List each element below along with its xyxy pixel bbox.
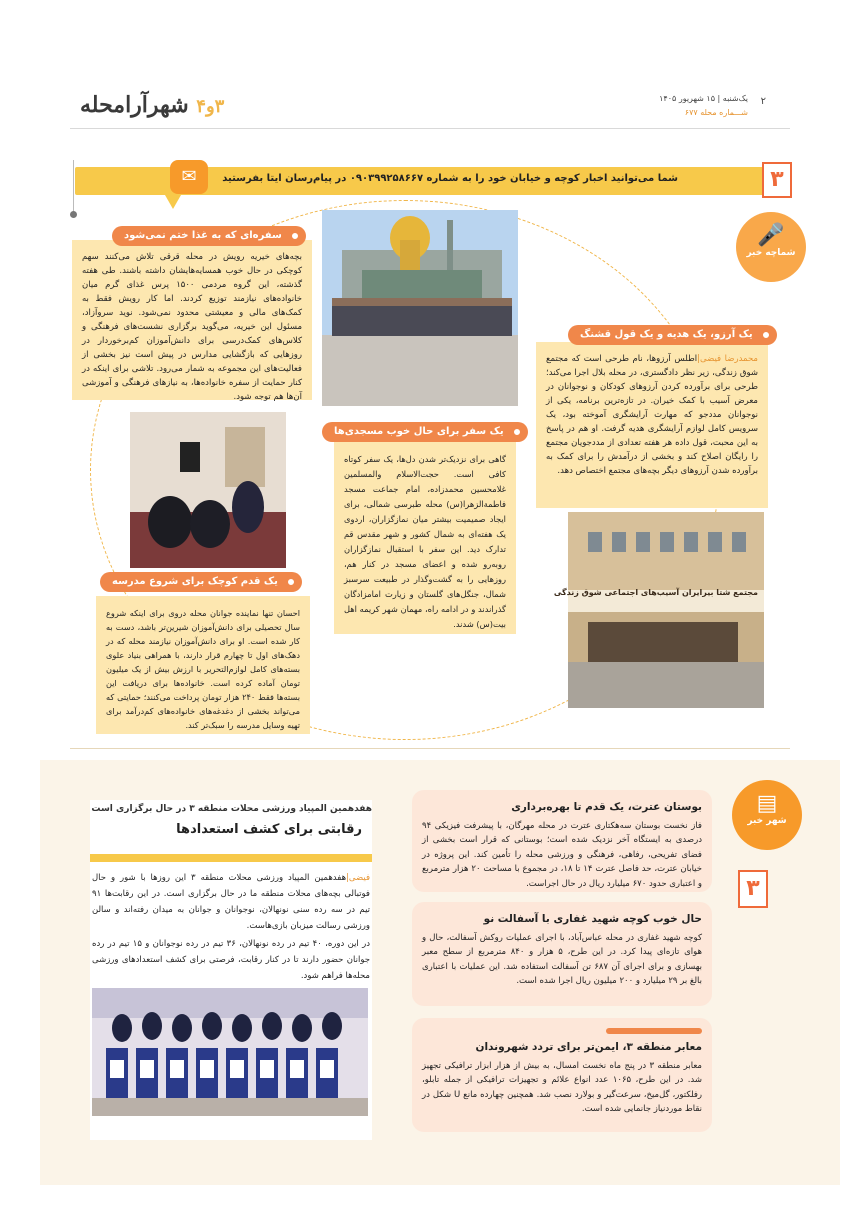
banner-text: شما می‌توانید اخبار کوچه و خیابان خود را به شماره ۰۹۰۳۹۹۲۵۸۶۶۷ در پیام‌رسان ایتا بفرستید	[222, 173, 678, 184]
article-body: محمدرضا فیضی|اطلس آرزوها، نام طرحی است که مجتمع شوق زندگی، زیر نظر دادگستری، در محله بلال اجرا می‌کند؛ طرحی برای برآورده کردن آرزوهای کودکان و نوجوانان در معرض آسیب با کمک خیران. در تازه‌ترین برنامه، یکی از نوجوانان مددجو که مهارت آرایشگری آموخته بود، یک سرویس کامل لوازم آرایشگری هدیه گرفت. او هم در پاسخ به این محبت، قول داده هر هفته تعدادی از مددجویان مجتمع را رایگان اصلاح کند و بخشی از درآمدش را برای کمک به برآورده شدن آرزوهای دیگر بچه‌های مجتمع اختصاص دهد.	[546, 354, 758, 476]
olympiad-body	[92, 870, 370, 984]
article-safar	[334, 442, 516, 634]
article-title-safar: یک سفر برای حال خوب مسجدی‌ها	[322, 422, 528, 442]
news-item	[412, 902, 712, 1006]
issue-date: یک‌شنبه | ۱۵ شهریور ۱۴۰۵	[659, 94, 748, 103]
section-number-badge: ۳	[738, 870, 768, 908]
news-title: بوستان عترت، یک قدم تا بهره‌برداری	[511, 801, 702, 813]
girls-football-team-photo	[92, 988, 368, 1116]
microphone-icon: 🎤	[757, 223, 785, 248]
title-bullet	[761, 330, 771, 340]
left-vertical-line	[73, 160, 74, 215]
article-body: بچه‌های خیریه رویش در محله قرقی تلاش می‌کنند سهم کوچکی در حال خوب همسایه‌هایشان داشته باشند. طی هفته گذشته، این گروه مردمی ۱۵۰۰ پرس غذای گرم میان خانواده‌های نیازمند توزیع کردند. اما کار رویش فقط به کمک‌های مالی و معیشتی محدود نمی‌شود. نوید سروآزاد، مسئول این خیریه، می‌گوید برگزاری نشست‌های فرهنگی و کلاس‌های کمک‌درسی برای دانش‌آموزان کم‌برخوردار در روزهایی که بازگشایی مدارس در پیش است نیز بخشی از فعالیت‌های این مجموعه به شمار می‌رود. تلاشی برای اینکه در کنار حمایت از سفره خانواده‌ها، به نیازهای فرهنگی و آموزشی آن‌ها هم توجه شود.	[82, 252, 302, 402]
article-body: احسان تنها نماینده جوانان محله دروی برای اینکه شروع سال تحصیلی برای دانش‌آموزان شیرین‌تر باشد، دست به کار شده است. او برای دانش‌آموزان نیازمند محله که در دهک‌های اول تا چهارم قرار دارند، با همراهی بنیاد علوی بسته‌های کامل لوازم‌التحریر با ارزش بیش از یک میلیون تومان آماده کرده است. خانواده‌ها برای دریافت این بسته‌ها فقط ۲۴۰ هزار تومان پرداخت می‌کنند؛ حمایتی که می‌تواند بخشی از دغدغه‌های خانواده‌های کم‌درآمد برای تهیه وسایل مدرسه را سبک‌تر کند.	[106, 608, 300, 730]
publication-logo	[80, 92, 224, 118]
article-body: گاهی برای نزدیک‌تر شدن دل‌ها، یک سفر کوتاه کافی است. حجت‌الاسلام والمسلمین غلامحسین محمدزاده، امام جماعت مسجد فاطمة‌الزهرا(س) محله طبرسی شمالی، برای ایجاد صمیمیت بیشتر میان نمازگزاران، اردوی یک هفته‌ای به شمال کشور و شهر مقدس قم تدارک دید. این سفر با استقبال نمازگزاران روبه‌رو شده و اعضای مسجد در کنار هم، روزهایی را به گشت‌وگذار در طبیعت سرسبز شمال، جنگل‌های گلستان و زیارت امامزادگان گذراندند و در ادامه راه، مهمان شهر کریمه اهل بیت(س) شدند.	[344, 454, 506, 629]
olympiad-headline: رقابتی برای کشف استعدادها	[176, 822, 362, 837]
shrine-group-photo	[322, 210, 518, 406]
news-item	[412, 1018, 712, 1132]
olympiad-author: فیضی|	[346, 873, 371, 883]
article-title-sofreh: سفره‌ای که به غذا ختم نمی‌شود	[112, 226, 306, 246]
article-title-arezoo: یک آرزو، یک هدیه و یک قول قشنگ	[568, 325, 777, 345]
banner-notch	[165, 195, 181, 209]
olympiad-paragraph-1: فیضی|هفدهمین المپیاد ورزشی محلات منطقه ۳ این روزها با شور و حال فوتبالی بچه‌های محلات منطقه ما در حال برگزاری است. در این رقابت‌ها ۹۱ تیم در سه رده سنی نونهالان، نوجوانان و جوانان به میدان رفته‌اند و سالن ورزشی رسالت میزبان بازی‌هاست.	[92, 873, 371, 931]
shahr-khabar-badge	[732, 780, 802, 850]
issue-info	[659, 92, 748, 120]
section-divider	[70, 748, 790, 749]
headline-underline	[90, 854, 372, 862]
clinic-building-photo	[553, 512, 764, 708]
olympiad-kicker: هفدهمین المپیاد ورزشی محلات منطقه ۳ در حال برگزاری است	[91, 804, 372, 814]
eitaa-app-icon: ✉	[170, 160, 208, 194]
news-body: معابر منطقه ۳ در پنج ماه نخست امسال، به بیش از هزار ابزار ترافیکی تجهیز شد. در این طرح، ۱۰۶۵ عدد انواع علائم و تجهیزات ترافیکی از جمله تابلو، رفلکتور، گل‌میخ، سرعت‌گیر و بولارد نصب شد. همچنین چهارده مانع U شکل در نقاط موردنیاز جانمایی شده است.	[422, 1060, 702, 1114]
issue-number: شـــماره محله ۶۷۷	[684, 108, 748, 117]
olympiad-paragraph-2: در این دوره، ۴۰ تیم در رده نونهالان، ۳۶ تیم در رده نوجوانان و ۱۵ تیم در رده جوانان حضور دارند تا در کنار رقابت، فرصتی برای کشف استعدادهای ورزشی محله‌ها فراهم شود.	[92, 939, 370, 981]
badge-label: شهر خبر	[747, 816, 787, 826]
header-rule	[70, 128, 790, 129]
title-bullet	[512, 427, 522, 437]
article-author: محمدرضا فیضی|	[697, 354, 758, 364]
news-title: معابر منطقه ۳، ایمن‌تر برای تردد شهروندان	[475, 1041, 702, 1053]
article-arezoo	[536, 342, 768, 508]
article-sofreh	[72, 240, 312, 400]
news-title: حال خوب کوچه شهید غفاری با آسفالت نو	[483, 913, 702, 925]
badge-label: شماچه خبر	[746, 248, 796, 258]
title-bullet	[290, 231, 300, 241]
logo-text: شهرآرامحله	[80, 92, 189, 118]
document-icon: ▤	[756, 791, 778, 816]
logo-numbers: ۳و۴	[196, 96, 225, 117]
title-bullet	[286, 577, 296, 587]
article-madreseh	[96, 596, 310, 734]
news-body: فاز نخست بوستان سه‌هکتاری عترت در محله مهرگان، با پیشرفت فیزیکی ۹۴ درصدی به ایستگاه آخر نزدیک شده است؛ بوستانی که قرار است بخشی از فضای تفریحی، رفاهی، فرهنگی و ورزشی محله را تأمین کند. این پروژه در خیابان عترت، حد فاصل عترت ۱۴ تا ۱۸، در مجموع با مساحت ۲۰ هزار مترمربع و اعتباری حدود ۶۷۰ میلیارد ریال در حال اجراست.	[422, 820, 702, 889]
news-accent-bar	[606, 1028, 702, 1034]
article-title-madreseh: یک قدم کوچک برای شروع مدرسه	[100, 572, 302, 592]
left-dot	[70, 211, 77, 218]
page-number: ۲	[760, 96, 766, 107]
news-item	[412, 790, 712, 892]
section-number-badge: ۳	[762, 162, 792, 198]
clinic-sign-text: مجتمع شتا بیرایران آسیب‌های اجتماعی شوق زندگی	[553, 588, 758, 597]
women-class-photo	[130, 412, 286, 568]
news-body: کوچه شهید غفاری در محله عباس‌آباد، با اجرای عملیات روکش آسفالت، حال و هوای تازه‌ای پیدا کرد. در این طرح، ۵ هزار و ۸۴۰ مترمربع از سطح معبر بهسازی و برای اجرای آن ۶۸۷ تن آسفالت استفاده شد. این عملیات با اعتباری بالغ بر ۲۹ میلیارد و ۲۰۰ میلیون ریال اجرا شده است.	[422, 932, 702, 986]
shoma-che-khabar-badge	[736, 212, 806, 282]
